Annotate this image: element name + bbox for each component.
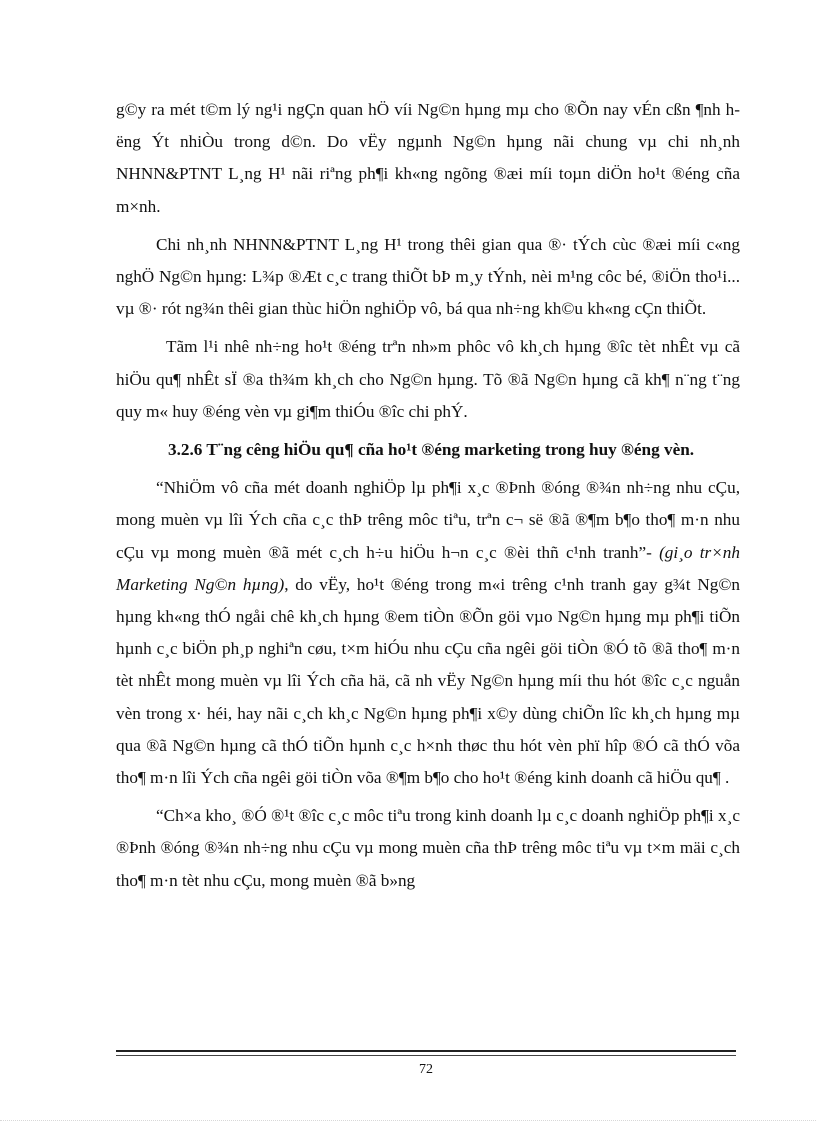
citation-source: (gi¸o tr×nh Marketing Ng©n hµng) xyxy=(116,542,740,594)
quote-text: “NhiÖm vô cña mét doanh nghiÖp lµ ph¶i x¸c ®Þnh ®óng ®¾n nh÷ng nhu cÇu, mong muèn vµ lîi Ých cña c¸c thÞ trêng môc tiªu, trªn c¬ së ®ã ®¶m b¶o tho¶ m·n nhu cÇu vµ mong muèn ®ã mét c¸ch h÷u hiÖu h¬n c¸c ®èi thñ c¹nh tranh”- xyxy=(116,478,740,562)
paragraph-branch-modernization: Chi nh¸nh NHNN&PTNT L¸ng H¹ trong thêi gian qua ®· tÝch cùc ®æi míi c«ng nghÖ Ng©n hµng: L¾p ®Æt c¸c trang thiÕt bÞ m¸y tÝnh, nèi m¹ng côc bé, ®iÖn tho¹i... vµ ®· rót ng¾n thêi gian thùc hiÖn nghiÖp vô, bá qua nh÷ng kh©u kh«ng cÇn thiÕt. xyxy=(116,234,740,319)
paragraph-marketing-quote xyxy=(116,472,740,794)
footer-divider xyxy=(116,1050,736,1052)
paragraph-summary: Tãm l¹i nhê nh÷ng ho¹t ®éng trªn nh»m phôc vô kh¸ch hµng ®îc tèt nhÊt vµ cã hiÖu qu¶ nhÊt sÏ ®a th¾m kh¸ch cho Ng©n hµng. Tõ ®ã Ng©n hµng cã kh¶ n¨ng t¨ng quy m« huy ®éng vèn vµ gi¶m thiÓu ®îc chi phÝ. xyxy=(116,337,740,421)
paragraph-continuation: g©y ra mét t©m lý ng¹i ngÇn quan hÖ víi Ng©n hµng mµ cho ®Õn nay vÉn cßn ¶nh hëng Ýt nhiÒu trong d©n. Do vËy ngµnh Ng©n hµng nãi chung vµ chi nh¸nh NHNN&PTNT L¸ng H¹ nãi riªng ph¶i kh«ng ngõng ®æi míi toµn diÖn ho¹t ®éng cña m×nh. xyxy=(116,100,740,216)
quote-continuation: , do vËy, ho¹t ®éng trong m«i trêng c¹nh tranh gay g¾t Ng©n hµng kh«ng thÓ ngåi chê kh¸ch hµng ®em tiÒn ®Õn göi vµo Ng©n hµng mµ ph¶i tiÕn hµnh c¸c biÖn ph¸p nghiªn cøu, t×m hiÓu nhu cÇu cña ngêi göi tiÒn ®Ó tõ ®ã tho¶ m·n tèt nhÊt mong muèn vµ lîi Ých cña hä, cã nh vËy Ng©n hµng míi thu hót ®îc c¸c nguån vèn trong x· héi, hay nãi c¸ch kh¸c Ng©n hµng ph¶i x©y dùng chiÕn lîc kh¸ch hµng mµ qua ®ã Ng©n hµng cã thÓ tiÕn hµnh c¸c h×nh thøc thu hót vèn phï hîp ®Ó cã thÓ võa tho¶ m·n lîi Ých cña ngêi göi tiÒn võa ®¶m b¶o cho ho¹t ®éng kinh doanh cã hiÖu qu¶ . xyxy=(116,574,740,788)
footer-divider-thin xyxy=(116,1055,736,1056)
page-number: 72 xyxy=(419,1062,433,1077)
document-body xyxy=(116,94,740,897)
paragraph-key-to-success: “Ch×a kho¸ ®Ó ®¹t ®îc c¸c môc tiªu trong kinh doanh lµ c¸c doanh nghiÖp ph¶i x¸c ®Þnh ®óng ®¾n nh÷ng nhu cÇu vµ mong muèn cña thÞ trêng môc tiªu vµ t×m mäi c¸ch tho¶ m·n tèt nhu cÇu, mong muèn ®ã b»ng xyxy=(116,806,740,890)
page-edge-dotted-line xyxy=(0,1120,816,1121)
section-heading: 3.2.6 T¨ng cêng hiÖu qu¶ cña ho¹t ®éng marketing trong huy ®éng vèn. xyxy=(168,440,695,460)
